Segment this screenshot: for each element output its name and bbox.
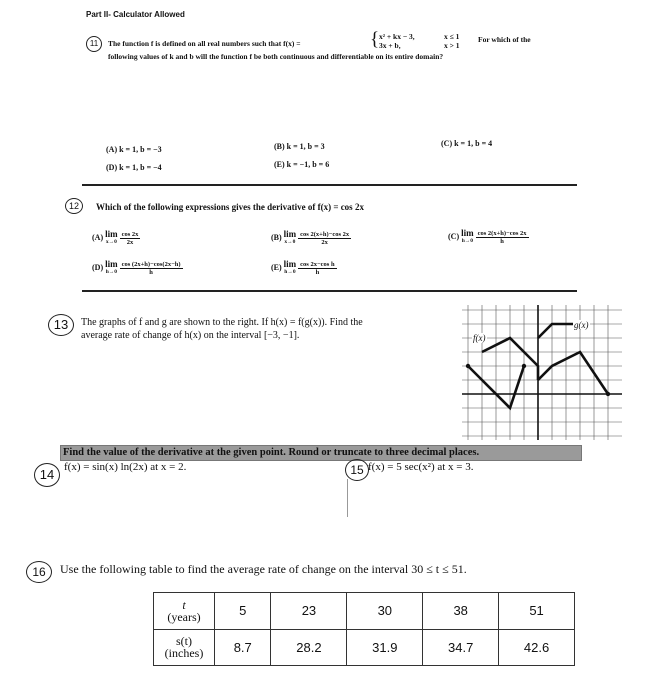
q11-stem-c: following values of k and b will the function f be both continuous and differentiable on its entire domain? — [108, 52, 444, 61]
q12-d-lim: lim — [105, 259, 118, 269]
q13-f-label: f(x) — [473, 333, 486, 343]
q13-graph — [462, 305, 622, 440]
t-cell: 5 — [215, 593, 271, 630]
t-cell: 38 — [423, 593, 499, 630]
row-s-header-a: s(t) — [176, 634, 192, 649]
q12-e-under: h→0 — [284, 269, 296, 275]
q11-number-circle — [86, 36, 102, 52]
t-cell: 30 — [347, 593, 423, 630]
row-t-header-b: (years) — [167, 609, 201, 624]
row-t-header — [154, 593, 215, 630]
q14-number: 14 — [39, 467, 55, 482]
q11-choice-a[interactable]: (A) k = 1, b = −3 — [106, 145, 162, 154]
q12-a-letter: (A) — [92, 232, 104, 242]
q12-e-letter: (E) — [271, 262, 282, 272]
q12-e-num: cos 2x−cos h — [300, 260, 335, 268]
q13-stem-b: average rate of change of h(x) on the interval [−3, −1]. — [81, 330, 300, 341]
q11-choice-c[interactable]: (C) k = 1, b = 4 — [441, 139, 493, 148]
q11-stem-a: The function f is defined on all real numbers such that f(x) = — [108, 39, 301, 48]
q12-d-den: h — [149, 268, 153, 276]
q12-d-num: cos (2x+h)−cos(2x−h) — [121, 260, 181, 268]
q11-piece2: 3x + b, — [379, 41, 401, 50]
q12-choice-d[interactable] — [92, 260, 183, 276]
q11-cond1: x ≤ 1 — [444, 32, 460, 41]
q12-d-under: h→0 — [105, 269, 118, 275]
q11-choice-d[interactable]: (D) k = 1, b = −4 — [106, 163, 162, 172]
part-header: Part II- Calculator Allowed — [86, 10, 185, 19]
q11-brace: { — [370, 29, 380, 50]
q12-c-lim: lim — [461, 228, 474, 238]
t-cell: 51 — [499, 593, 575, 630]
t-cell: 23 — [271, 593, 347, 630]
divider-2 — [82, 290, 577, 292]
s-cell: 34.7 — [423, 629, 499, 666]
divider-vertical — [347, 479, 348, 517]
q12-choice-b[interactable] — [271, 230, 351, 246]
q16-table — [153, 592, 575, 666]
q12-b-letter: (B) — [271, 232, 282, 242]
q11-cond2: x > 1 — [444, 41, 460, 50]
q13-number: 13 — [53, 317, 69, 332]
q12-number-circle — [65, 198, 83, 214]
q12-choice-a[interactable] — [92, 230, 140, 246]
q12-c-den: h — [500, 237, 504, 245]
q12-choice-e[interactable] — [271, 260, 337, 276]
q12-d-letter: (D) — [92, 262, 104, 272]
s-cell: 28.2 — [271, 629, 347, 666]
q12-a-num: cos 2x — [121, 230, 139, 238]
row-s-header — [154, 629, 215, 666]
q12-c-under: h→0 — [461, 238, 474, 244]
q16-stem: Use the following table to find the average rate of change on the interval 30 ≤ t ≤ 51. — [60, 562, 467, 576]
q12-b-num: cos 2(x+h)−cos 2x — [300, 230, 350, 238]
q12-e-lim: lim — [283, 259, 297, 269]
q15-number-circle — [345, 459, 369, 481]
row-s-header-b: (inches) — [164, 646, 204, 661]
divider-1 — [82, 184, 577, 186]
q12-c-num: cos 2(x+h)−cos 2x — [477, 229, 527, 237]
q11-stem-b: For which of the — [478, 35, 531, 44]
q11-choice-e[interactable]: (E) k = −1, b = 6 — [274, 160, 330, 169]
q11-number: 11 — [89, 39, 99, 48]
q15-text: f(x) = 5 sec(x²) at x = 3. — [368, 461, 474, 473]
q14-text: f(x) = sin(x) ln(2x) at x = 2. — [64, 461, 187, 473]
q15-number: 15 — [350, 463, 364, 477]
q12-stem: Which of the following expressions gives the derivative of f(x) = cos 2x — [96, 202, 364, 212]
q13-g-label: g(x) — [574, 320, 589, 330]
q12-e-den: h — [315, 268, 320, 276]
q12-b-under: x→0 — [284, 239, 296, 245]
q12-b-lim: lim — [283, 229, 297, 239]
q13-stem-a: The graphs of f and g are shown to the right. If h(x) = f(g(x)). Find the — [81, 317, 363, 328]
s-cell: 8.7 — [215, 629, 271, 666]
q16-number-circle — [26, 561, 52, 583]
s-cell: 31.9 — [347, 629, 423, 666]
q12-a-under: x→0 — [105, 239, 117, 245]
instruction-text: Find the value of the derivative at the given point. Round or truncate to three decimal places. — [63, 447, 480, 458]
q16-number: 16 — [32, 565, 46, 579]
q12-a-lim: lim — [105, 229, 118, 239]
table-row-s — [154, 629, 575, 666]
q12-a-den: 2x — [126, 238, 134, 246]
q12-c-letter: (C) — [448, 231, 460, 241]
q12-choice-c[interactable] — [448, 229, 529, 245]
q13-number-circle — [48, 314, 74, 336]
instruction-banner — [60, 445, 582, 461]
table-row-t — [154, 593, 575, 630]
q12-b-den: 2x — [321, 238, 328, 246]
q11-piece1: x² + kx − 3, — [379, 32, 415, 41]
row-t-header-a: t — [182, 597, 186, 612]
q12-number: 12 — [68, 201, 79, 211]
q14-number-circle — [34, 463, 60, 487]
s-cell: 42.6 — [499, 629, 575, 666]
q11-choice-b[interactable]: (B) k = 1, b = 3 — [274, 142, 325, 151]
